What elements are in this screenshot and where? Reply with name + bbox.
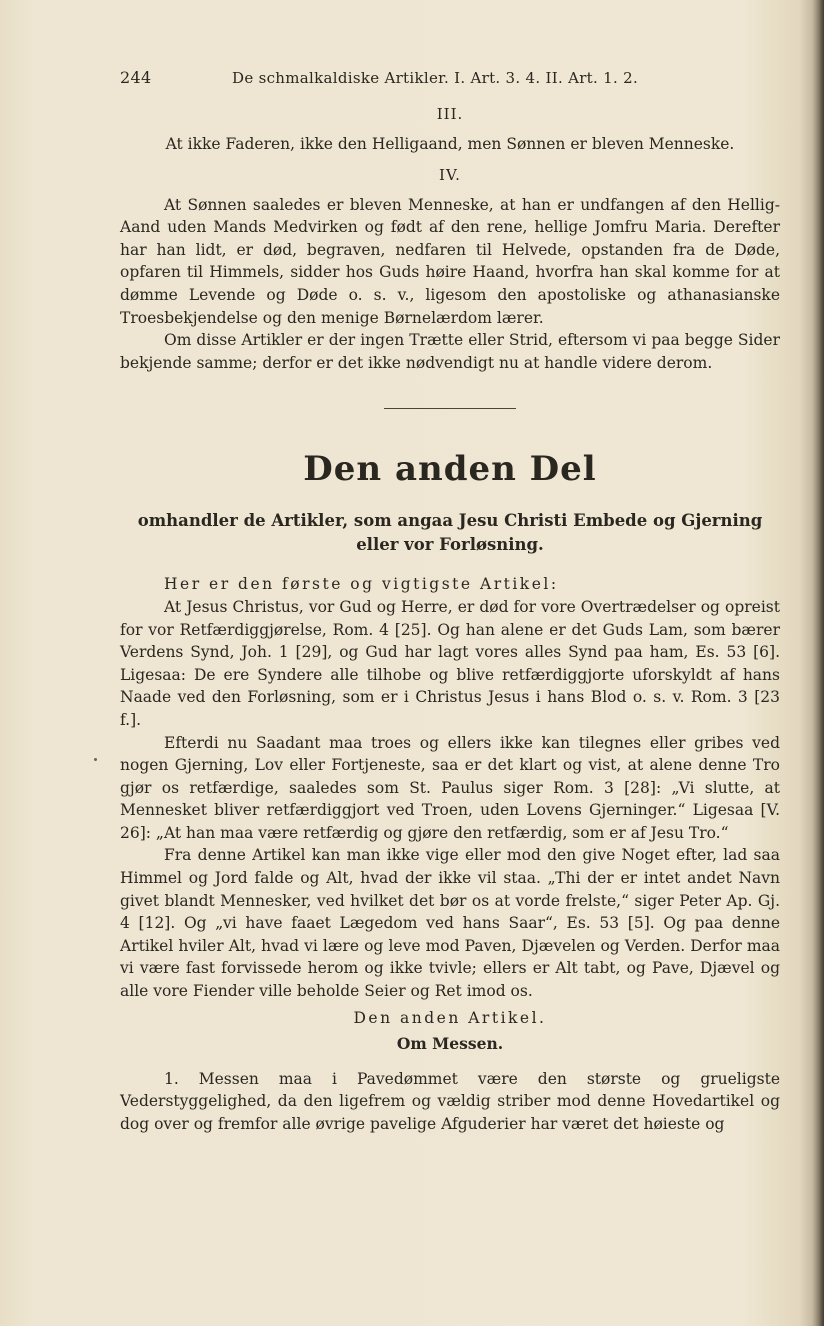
section-numeral-iii: III. xyxy=(436,105,464,123)
second-article-heading: Den anden Artikel. xyxy=(353,1008,547,1027)
part-subtitle-line-1: omhandler de Artikler, som angaa Jesu Christi Embede og Gjerning xyxy=(137,511,763,531)
page-edge-shadow xyxy=(812,0,824,1326)
part-subtitle-line-2: eller vor Forløsning. xyxy=(356,535,544,555)
running-head xyxy=(120,68,780,87)
first-article-heading: Her er den første og vigtigste Artikel: xyxy=(164,575,559,594)
first-article-paragraph-3: Fra denne Artikel kan man ikke vige eller mod den give Noget efter, lad saa Himmel og Jord falde og Alt, hvad der ikke vil staa. „Thi der er intet andet Navn givet blandt Mennesker, ved hvilket det bør os at vorde frelste,“ siger Peter Ap. Gj. 4 [12]. Og „vi have faaet Lægedom ved hans Saar“, Es. 53 [5]. Og paa denne Artikel hviler Alt, hvad vi lære og leve mod Paven, Djævelen og Verden. Derfor maa vi være fast forvissede herom og ikke tvivle; ellers er Alt tabt, og Pave, Djævel og alle vore Fiender ville beholde Seier og Ret imod os. xyxy=(120,846,780,1001)
part-subtitle xyxy=(120,509,780,557)
section-divider-rule xyxy=(384,408,516,409)
section-numeral-iv: IV. xyxy=(439,165,461,184)
section-iv-paragraph-1: At Sønnen saaledes er bleven Menneske, at han er undfangen af den Hellig-Aand uden Mands Medvirken og født af den rene, hellige Jomfru Maria. Derefter har han lidt, er død, begraven, nedfaren til Helvede, opstanden fra de Døde, opfaren til Himmels, sidder hos Guds høire Haand, hvorfra han skal komme for at dømme Levende og Døde o. s. v., ligesom den apostoliske og athanasianske Troesbekjendelse og den menige Børnelærdom lærer. xyxy=(120,195,780,327)
margin-mark xyxy=(94,758,97,761)
second-article-paragraph-1: 1. Messen maa i Pavedømmet være den største og grueligste Vederstyggelighed, da den ligefrem og vældig striber mod denne Hovedartikel og dog over og fremfor alle øvrige pavelige Afguderier har været det høieste og xyxy=(120,1069,780,1133)
part-title: Den anden Del xyxy=(303,449,597,490)
first-article-paragraph-1: At Jesus Christus, vor Gud og Herre, er død for vore Overtrædelser og opreist for vor Retfærdiggjørelse, Rom. 4 [25]. Og han alene er det Guds Lam, som bærer Verdens Synd, Joh. 1 [29], og Gud har lagt vores alles Synd paa ham, Es. 53 [6]. Ligesaa: De ere Syndere alle tilhobe og blive retfærdiggjorte uforskyldt af hans Naade ved den Forløsning, som er i Christus Jesus i hans Blod o. s. v. Rom. 3 [23 f.]. xyxy=(120,597,780,729)
first-article-paragraph-2: Efterdi nu Saadant maa troes og ellers ikke kan tilegnes eller gribes ved nogen Gjerning, Lov eller Fortjeneste, saa er det klart og vist, at alene denne Tro gjør os retfærdige, saaledes som St. Paulus siger Rom. 3 [28]: „Vi slutte, at Mennesket bliver retfærdiggjort ved Troen, uden Lovens Gjerninger.“ Ligesaa [V. 26]: „At han maa være retfærdig og gjøre den retfærdig, som er af Jesu Tro.“ xyxy=(120,733,780,842)
text-block xyxy=(120,68,780,1136)
section-iii-text: At ikke Faderen, ikke den Helligaand, men Sønnen er bleven Menneske. xyxy=(165,135,735,153)
second-article-subheading: Om Messen. xyxy=(396,1034,504,1054)
running-title: De schmalkaldiske Artikler. I. Art. 3. 4. II. Art. 1. 2. xyxy=(232,69,639,87)
page-number: 244 xyxy=(120,68,152,87)
section-iv-paragraph-2: Om disse Artikler er der ingen Trætte eller Strid, eftersom vi paa begge Sider bekjende samme; derfor er det ikke nødvendigt nu at handle videre derom. xyxy=(120,331,780,372)
